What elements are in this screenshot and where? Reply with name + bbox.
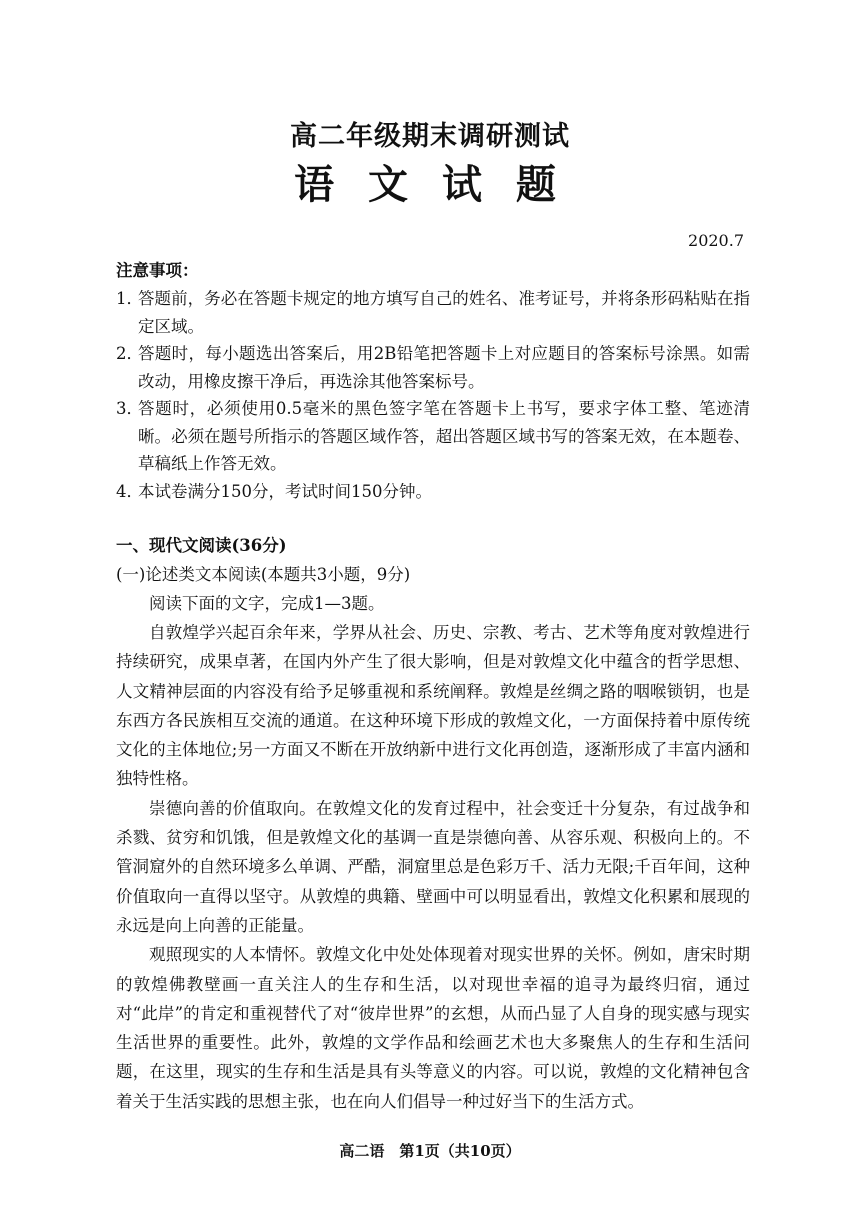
notice-item (116, 285, 750, 340)
notice-item-text: 答题前，务必在答题卡规定的地方填写自己的姓名、准考证号，并将条形码粘贴在指定区域。 (138, 289, 750, 336)
section-title: 一、现代文阅读(36分) (116, 536, 287, 555)
notice-title: 注意事项： (116, 261, 199, 280)
exam-subtitle: 高二年级期末调研测试 (290, 121, 570, 152)
notice-item (116, 478, 750, 506)
passage-paragraph: 自敦煌学兴起百余年来，学界从社会、历史、宗教、考古、艺术等角度对敦煌进行持续研究，成果卓著，在国内外产生了很大影响，但是对敦煌文化中蕴含的哲学思想、人文精神层面的内容没有给予足够重视和系统阐释。敦煌是丝绸之路的咽喉锁钥，也是东西方各民族相互交流的通道。在这种环境下形成的敦煌文化，一方面保持着中原传统文化的主体地位;另一方面又不断在开放纳新中进行文化再创造，逐渐形成了丰富内涵和独特性格。 (116, 623, 750, 789)
notice-item-number: 1． (116, 289, 143, 308)
passage-paragraph: 崇德向善的价值取向。在敦煌文化的发育过程中，社会变迁十分复杂，有过战争和杀戮、贫穷和饥饿，但是敦煌文化的基调一直是崇德向善、从容乐观、积极向上的。不管洞窟外的自然环境多么单调、严酷，洞窟里总是色彩万千、活力无限;千百年间，这种价值取向一直得以坚守。从敦煌的典籍、壁画中可以明显看出，敦煌文化积累和展现的永远是向上向善的正能量。 (116, 798, 750, 935)
subsection-title: (一)论述类文本阅读(本题共3小题，9分) (116, 565, 411, 584)
notice-item-text: 答题时，每小题选出答案后，用2B铅笔把答题卡上对应题目的答案标号涂黑。如需改动，用橡皮擦干净后，再选涂其他答案标号。 (138, 344, 750, 391)
notice-item-text: 答题时，必须使用0.5毫米的黑色签字笔在答题卡上书写，要求字体工整、笔迹清晰。必须在题号所指示的答题区域作答，超出答题区域书写的答案无效，在本题卷、草稿纸上作答无效。 (138, 399, 750, 473)
notice-list (116, 285, 750, 505)
section-spacer (116, 505, 750, 531)
notice-item-number: 3． (116, 399, 143, 418)
notice-item-text: 本试卷满分150分，考试时间150分钟。 (138, 481, 432, 501)
notice-item (116, 395, 750, 478)
notice-item-number: 4． (116, 481, 143, 501)
page-footer: 高二语 第1页（共10页） (339, 1142, 521, 1160)
passage-paragraph: 观照现实的人本情怀。敦煌文化中处处体现着对现实世界的关怀。例如，唐宋时期的敦煌佛教壁画一直关注人的生存和生活，以对现世幸福的追寻为最终归宿，通过对“此岸”的肯定和重视替代了对“彼岸世界”的玄想，从而凸显了人自身的现实感与现实生活世界的重要性。此外，敦煌的文学作品和绘画艺术也大多聚焦人的生存和生活问题，在这里，现实的生存和生活是具有头等意义的内容。可以说，敦煌的文化精神包含着关于生活实践的思想主张，也在向人们倡导一种过好当下的生活方式。 (116, 945, 750, 1111)
notice-item (116, 340, 750, 395)
notice-item-number: 2． (116, 344, 143, 363)
exam-date: 2020.7 (688, 231, 744, 250)
exam-title: 语 文 试 题 (294, 161, 566, 208)
exam-content (116, 257, 750, 1116)
reading-instruction: 阅读下面的文字，完成1—3题。 (149, 594, 385, 613)
